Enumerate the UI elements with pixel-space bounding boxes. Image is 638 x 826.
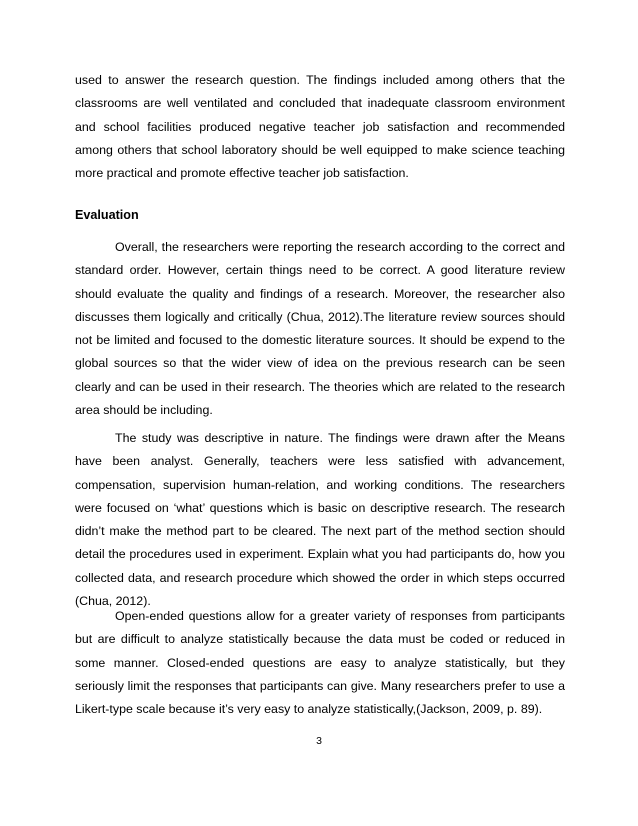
page-number: 3 (316, 735, 322, 747)
paragraph-evaluation-overall: Overall, the researchers were reporting the research according to the correct and standard order. However, certain things need to be correct. A good literature review should evaluate the quality and findings of a research. Moreover, the researcher also discusses them logically and critically (Chua, 2012).The literature review sources should not be limited and focused to the domestic literature sources. It should be expend to the global sources so that the wider view of idea on the previous research can be seen clearly and can be used in their research. The theories which are related to the research area should be including. (75, 240, 565, 418)
paragraph-question-types: Open-ended questions allow for a greater variety of responses from participants but are difficult to analyze statistically because the data must be coded or reduced in some manner. Closed-ended questions are easy to analyze statistically, but they seriously limit the responses that participants can give. Many researchers prefer to use a Likert-type scale because it’s very easy to analyze statistically,(Jackson, 2009, p. 89). (75, 609, 565, 717)
paragraph-descriptive-study: The study was descriptive in nature. The findings were drawn after the Means have been analyst. Generally, teachers were less satisfied with advancement, compensation, supervision human-relation, and working conditions. The researchers were focused on ‘what’ questions which is basic on descriptive research. The research didn’t make the method part to be cleared. The next part of the method section should detail the procedures used in experiment. Explain what you had participants do, how you collected data, and research procedure which showed the order in which steps occurred (Chua, 2012). (75, 431, 565, 609)
section-heading-evaluation: Evaluation (75, 208, 139, 222)
paragraph-findings-continued: used to answer the research question. The findings included among others that the classrooms are well ventilated and concluded that inadequate classroom environment and school facilities produced negative teacher job satisfaction and recommended among others that school laboratory should be well equipped to make science teaching more practical and promote effective teacher job satisfaction. (75, 73, 565, 181)
